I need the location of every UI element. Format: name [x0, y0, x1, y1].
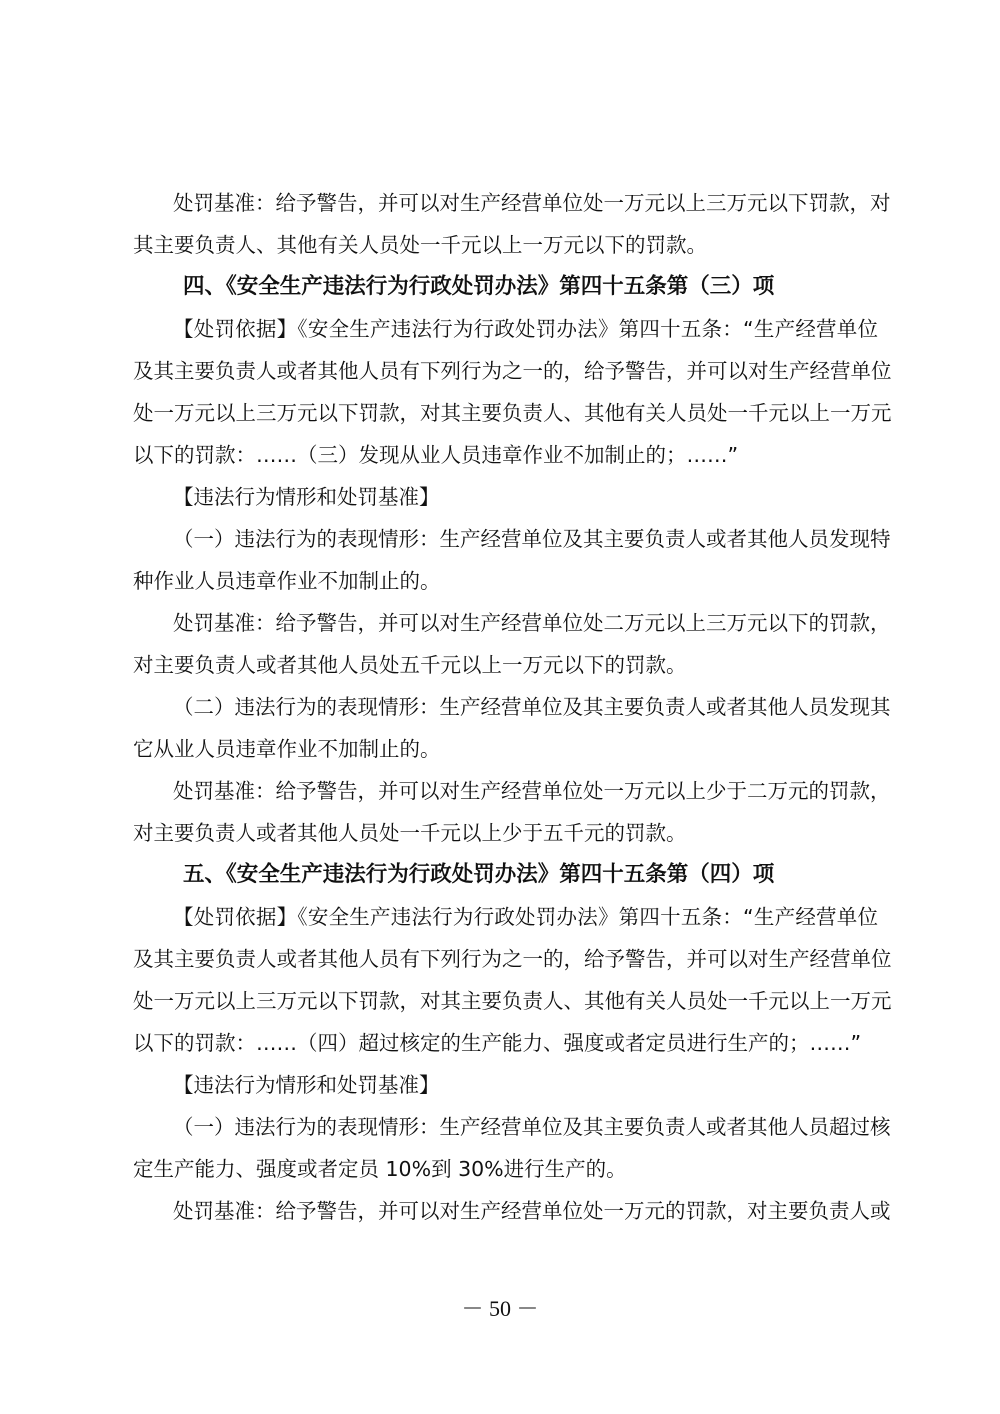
penalty-standard-line: 其主要负责人、其他有关人员处一千元以上一万元以下的罚款。 [133, 233, 707, 257]
penalty-basis-line: 及其主要负责人或者其他人员有下列行为之一的，给予警告，并可以对生产经营单位 [133, 947, 892, 971]
penalty-standard-line: 对主要负责人或者其他人员处一千元以上少于五千元的罚款。 [133, 821, 687, 845]
penalty-basis-line: 处一万元以上三万元以下罚款，对其主要负责人、其他有关人员处一千元以上一万元 [133, 401, 892, 425]
violation-case-line: （一）违法行为的表现情形：生产经营单位及其主要负责人或者其他人员超过核 [173, 1115, 891, 1139]
section-heading-4: 四、《安全生产违法行为行政处罚办法》第四十五条第（三）项 [183, 274, 775, 299]
penalty-standard-line: 处罚基准：给予警告，并可以对生产经营单位处一万元以上三万元以下罚款，对 [173, 191, 891, 215]
penalty-standard-line: 处罚基准：给予警告，并可以对生产经营单位处一万元以上少于二万元的罚款， [173, 779, 891, 803]
penalty-basis-line: 以下的罚款：……（四）超过核定的生产能力、强度或者定员进行生产的；……” [133, 1031, 862, 1055]
violation-case-line: （二）违法行为的表现情形：生产经营单位及其主要负责人或者其他人员发现其 [173, 695, 891, 719]
penalty-standard-line: 处罚基准：给予警告，并可以对生产经营单位处一万元的罚款，对主要负责人或 [173, 1199, 891, 1223]
penalty-standard-line: 对主要负责人或者其他人员处五千元以上一万元以下的罚款。 [133, 653, 687, 677]
subsection-heading: 【违法行为情形和处罚基准】 [173, 485, 440, 509]
penalty-basis-line: 【处罚依据】《安全生产违法行为行政处罚办法》第四十五条：“生产经营单位 [173, 905, 878, 929]
subsection-heading: 【违法行为情形和处罚基准】 [173, 1073, 440, 1097]
penalty-basis-line: 处一万元以上三万元以下罚款，对其主要负责人、其他有关人员处一千元以上一万元 [133, 989, 892, 1013]
section-heading-5: 五、《安全生产违法行为行政处罚办法》第四十五条第（四）项 [183, 862, 775, 887]
violation-case-line: 它从业人员违章作业不加制止的。 [133, 737, 441, 761]
penalty-basis-line: 及其主要负责人或者其他人员有下列行为之一的，给予警告，并可以对生产经营单位 [133, 359, 892, 383]
penalty-standard-line: 处罚基准：给予警告，并可以对生产经营单位处二万元以上三万元以下的罚款， [173, 611, 891, 635]
document-body [133, 182, 892, 1232]
violation-case-line: 种作业人员违章作业不加制止的。 [133, 569, 441, 593]
violation-case-line: 定生产能力、强度或者定员 10%到 30%进行生产的。 [133, 1157, 627, 1181]
penalty-basis-line: 以下的罚款：……（三）发现从业人员违章作业不加制止的；……” [133, 443, 739, 467]
penalty-basis-line: 【处罚依据】《安全生产违法行为行政处罚办法》第四十五条：“生产经营单位 [173, 317, 878, 341]
page-number: － 50 － [461, 1296, 539, 1321]
violation-case-line: （一）违法行为的表现情形：生产经营单位及其主要负责人或者其他人员发现特 [173, 527, 891, 551]
